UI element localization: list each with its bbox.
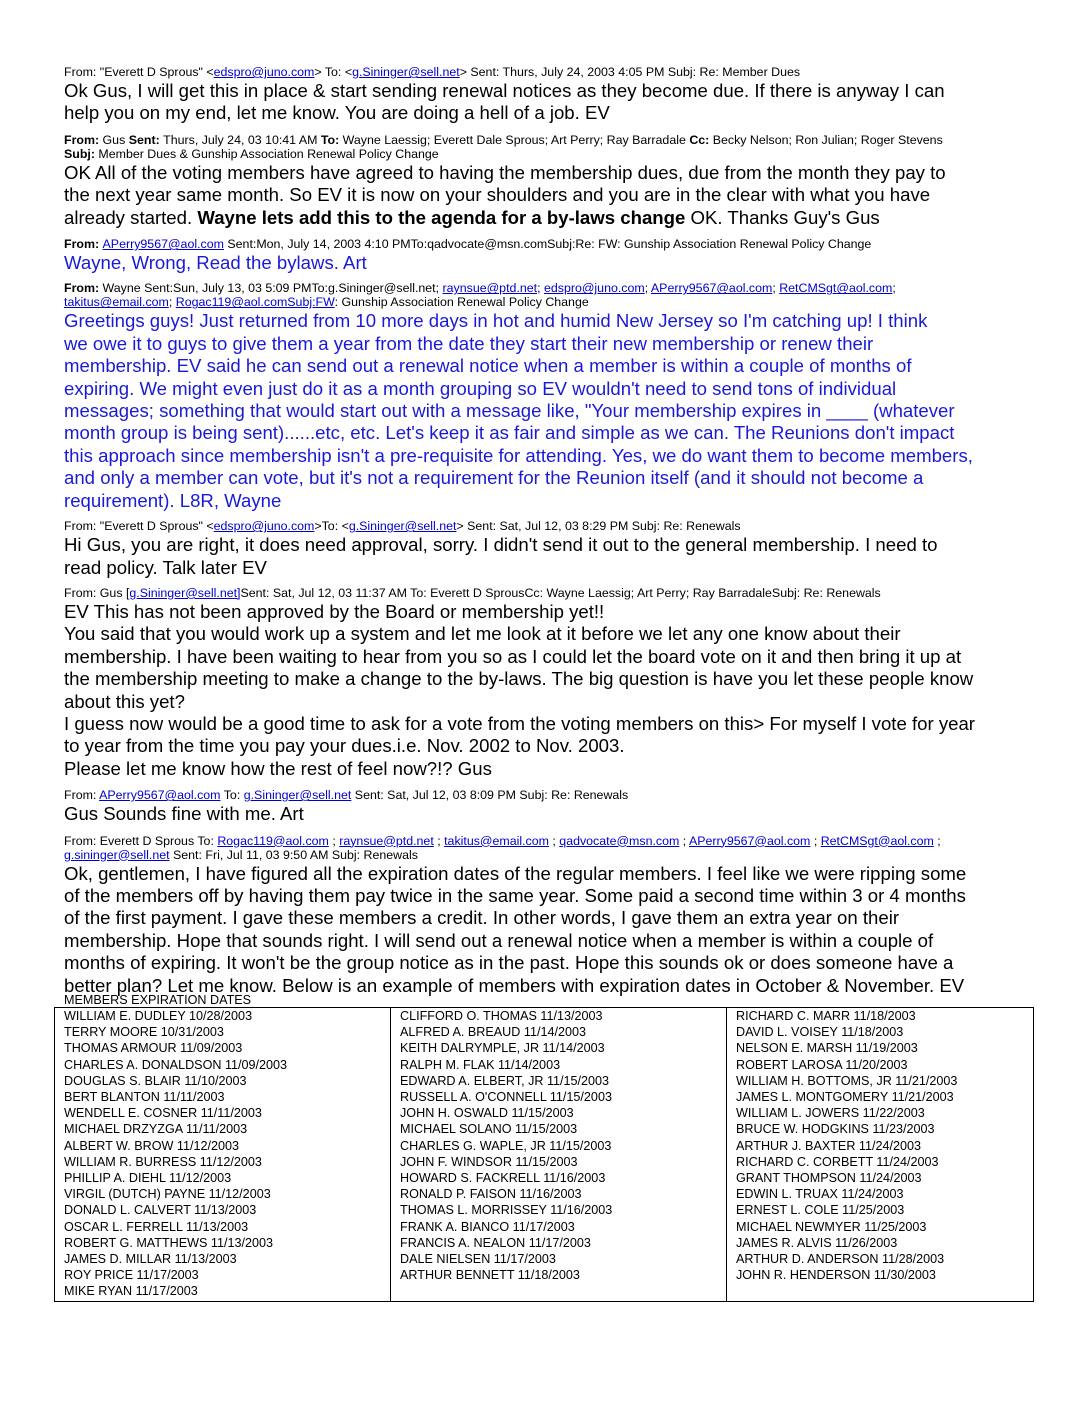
recipient-email-link[interactable]: raynsue@ptd.net: [442, 281, 538, 296]
header-meta: Sent:Mon, July 14, 2003 4:10 PMTo:qadvocate@msn.comSubj:Re: FW: Gunship Association Renewal Policy Change: [223, 237, 872, 252]
body-line: messages; something that would start out with a message like, "Your membership expires in ____ (whatever: [64, 400, 955, 422]
body-line: Wayne, Wrong, Read the bylaws. Art: [64, 252, 367, 274]
member-entry: ROBERT G. MATTHEWS 11/13/2003: [64, 1235, 274, 1250]
body-line: help you on my end, let me know. You are doing a hell of a job. EV: [64, 102, 610, 124]
subject-value: : Gunship Association Renewal Policy Change: [334, 295, 589, 310]
separator: ;: [548, 833, 560, 848]
member-entry: CHARLES G. WAPLE, JR 11/15/2003: [400, 1138, 612, 1153]
sent-value: Thurs, July 24, 03 10:41 AM: [163, 132, 321, 147]
member-entry: FRANCIS A. NEALON 11/17/2003: [400, 1235, 591, 1250]
from-label: From:: [64, 132, 103, 147]
from-label: From:: [64, 585, 100, 600]
member-entry: FRANK A. BIANCO 11/17/2003: [400, 1219, 575, 1234]
member-entry: CLIFFORD O. THOMAS 11/13/2003: [400, 1009, 603, 1023]
member-entry: ALBERT W. BROW 11/12/2003: [64, 1138, 239, 1153]
sent-label: Sent:: [128, 132, 164, 147]
member-entry: THOMAS L. MORRISSEY 11/16/2003: [400, 1203, 613, 1218]
from-label: From:: [64, 519, 100, 534]
from-email-link[interactable]: edspro@juno.com: [213, 65, 315, 79]
body-line: membership. EV said he can send out a renewal notice when a member is within a couple of months of: [64, 355, 912, 377]
message-2: [64, 133, 1036, 229]
recipient-email-link[interactable]: Rogac119@aol.comSubj:FW: [175, 295, 335, 310]
message-8-header: [64, 834, 1036, 862]
member-entry: NELSON E. MARSH 11/19/2003: [736, 1041, 918, 1056]
to-value: Wayne Laessig; Everett Dale Sprous; Art Perry; Ray Barradale: [342, 132, 690, 147]
from-email-link[interactable]: APerry9567@aol.com: [102, 237, 224, 252]
body-line: we owe it to guys to give them a year from the date they start their new membership or renew their: [64, 332, 874, 354]
subject-value: Member Dues & Gunship Association Renewal Policy Change: [98, 146, 439, 161]
from-name: "Everett D Sprous" <: [99, 65, 214, 79]
header-text: >: [314, 65, 322, 79]
members-expiration-table: [54, 1007, 1034, 1302]
cc-value: Becky Nelson; Ron Julian; Roger Stevens: [712, 132, 943, 147]
message-4: [64, 281, 1036, 512]
separator: ;: [679, 833, 689, 848]
message-3: [64, 237, 1036, 274]
member-entry: WILLIAM L. JOWERS 11/22/2003: [736, 1106, 925, 1121]
member-entry: DALE NIELSEN 11/17/2003: [400, 1252, 556, 1267]
table-column-2: [391, 1008, 727, 1302]
from-name: Gus: [102, 132, 129, 147]
from-email-link[interactable]: edspro@juno.com: [213, 519, 315, 534]
recipient-email-link[interactable]: qadvocate@msn.com: [559, 833, 680, 848]
body-line: [64, 207, 1036, 229]
member-entry: MIKE RYAN 11/17/2003: [64, 1284, 198, 1299]
recipient-email-link[interactable]: takitus@email.com: [64, 295, 169, 310]
member-entry: JOHN R. HENDERSON 11/30/2003: [736, 1268, 936, 1283]
table-column-1: [55, 1008, 391, 1302]
from-label: From:: [64, 281, 103, 296]
member-entry: GRANT THOMPSON 11/24/2003: [736, 1171, 922, 1186]
member-entry: ARTHUR J. BAXTER 11/24/2003: [736, 1138, 922, 1153]
member-entry: BRUCE W. HODGKINS 11/23/2003: [736, 1122, 935, 1137]
body-line: of the first payment. I gave these members a credit. In other words, I gave them an extra year on their: [64, 907, 900, 929]
member-entry: ALFRED A. BREAUD 11/14/2003: [400, 1025, 586, 1040]
member-entry: ERNEST L. COLE 11/25/2003: [736, 1203, 905, 1218]
message-5-body: [64, 534, 1036, 579]
recipient-email-link[interactable]: takitus@email.com: [444, 833, 549, 848]
table-row: [55, 1008, 1034, 1302]
separator: ;: [892, 281, 896, 296]
body-line: to year from the time you pay your dues.i.e. Nov. 2002 to Nov. 2003.: [64, 735, 625, 757]
body-text: OK. Thanks Guy's Gus: [685, 206, 880, 228]
member-entry: DOUGLAS S. BLAIR 11/10/2003: [64, 1073, 247, 1088]
from-label: From:: [64, 65, 100, 79]
recipient-email-link[interactable]: RetCMSgt@aol.com: [820, 833, 934, 848]
member-entry: ARTHUR D. ANDERSON 11/28/2003: [736, 1252, 945, 1267]
member-entry: RICHARD C. CORBETT 11/24/2003: [736, 1154, 939, 1169]
body-line: requirement). L8R, Wayne: [64, 489, 282, 511]
separator: ;: [433, 833, 445, 848]
separator: ;: [772, 281, 780, 296]
message-7-header: [64, 788, 1036, 802]
body-line: month group is being sent)......etc, etc. Let's keep it as fair and simple as we can. The Reunions don't impact: [64, 422, 955, 444]
body-line: EV This has not been approved by the Board or membership yet!!: [64, 600, 605, 622]
body-line: the next year same month. So EV it is now on your shoulders and you are in the clear with what you have: [64, 184, 931, 206]
body-line: Ok Gus, I will get this in place & start sending renewal notices as they become due. If there is anyway I can: [64, 80, 945, 101]
recipient-email-link[interactable]: raynsue@ptd.net: [339, 833, 434, 848]
member-entry: ARTHUR BENNETT 11/18/2003: [400, 1268, 580, 1283]
recipient-email-link[interactable]: RetCMSgt@aol.com: [779, 281, 893, 296]
member-entry: ROY PRICE 11/17/2003: [64, 1268, 199, 1283]
body-line: Gus Sounds fine with me. Art: [64, 803, 304, 825]
header-meta: Sent: Fri, Jul 11, 03 9:50 AM Subj: Renewals: [169, 847, 418, 862]
message-6-header: [64, 586, 1036, 600]
member-entry: JAMES D. MILLAR 11/13/2003: [64, 1252, 237, 1267]
to-label: To:: [220, 788, 244, 803]
recipient-email-link[interactable]: Rogac119@aol.com: [217, 833, 329, 848]
member-entry: MICHAEL DRZYZGA 11/11/2003: [64, 1122, 248, 1137]
to-email-link[interactable]: g.Sininger@sell.net: [352, 65, 460, 79]
body-line: better plan? Let me know. Below is an example of members with expiration dates in October & November. EV: [64, 974, 965, 996]
member-entry: WILLIAM R. BURRESS 11/12/2003: [64, 1154, 262, 1169]
member-entry: TERRY MOORE 10/31/2003: [64, 1025, 224, 1040]
member-entry: WILLIAM E. DUDLEY 10/28/2003: [64, 1009, 253, 1023]
message-3-body: [64, 252, 1036, 274]
member-entry: OSCAR L. FERRELL 11/13/2003: [64, 1219, 249, 1234]
member-entry: VIRGIL (DUTCH) PAYNE 11/12/2003: [64, 1187, 271, 1202]
body-line: this approach since membership isn't a pre-requisite for attending. Yes, we do want them to become members,: [64, 444, 973, 466]
message-7: [64, 788, 1036, 825]
body-line: I guess now would be a good time to ask for a vote from the voting members on this> For myself I vote for year: [64, 712, 976, 734]
header-meta: Sent: Sat, Jul 12, 03 11:37 AM To: Everett D SprousCc: Wayne Laessig; Art Perry; Ray BarradaleSubj: Re: Renewals: [240, 585, 881, 600]
from-label: From:: [64, 237, 103, 252]
body-line: the membership meeting to make a change to the by-laws. The big question is have you let these people know: [64, 668, 974, 690]
body-text: already started.: [64, 206, 198, 228]
header-meta: Wayne Sent:Sun, July 13, 03 5:09 PMTo:g.Sininger@sell.net;: [102, 281, 443, 296]
to-email-link[interactable]: g.Sininger@sell.net: [348, 519, 457, 534]
message-8: [64, 834, 1036, 997]
separator: ;: [328, 833, 340, 848]
member-entry: RUSSELL A. O'CONNELL 11/15/2003: [400, 1090, 612, 1105]
separator: ;: [537, 281, 544, 296]
member-entry: EDWARD A. ELBERT, JR 11/15/2003: [400, 1073, 610, 1088]
separator: ;: [810, 833, 821, 848]
to-label: >To: <: [314, 519, 349, 534]
email-thread: [64, 64, 1036, 1302]
member-entry: CHARLES A. DONALDSON 11/09/2003: [64, 1057, 288, 1072]
body-line: Ok, gentlemen, I have figured all the expiration dates of the regular members. I feel like we were ripping some: [64, 862, 967, 884]
member-entry: JOHN H. OSWALD 11/15/2003: [400, 1106, 574, 1121]
member-entry: RICHARD C. MARR 11/18/2003: [736, 1009, 916, 1023]
message-2-subject: [64, 147, 1036, 161]
to-email-link[interactable]: g.Sininger@sell.net: [243, 788, 352, 803]
body-line: You said that you would work up a system and let me look at it before we let any one know about their: [64, 623, 901, 645]
table-title: MEMBERS EXPIRATION DATES: [64, 993, 252, 1007]
from-name: Everett D Sprous To:: [99, 833, 218, 848]
header-meta: > Sent: Sat, Jul 12, 03 8:29 PM Subj: Re: Renewals: [456, 519, 741, 534]
message-5-header: [64, 519, 1036, 533]
body-bold-text: Wayne lets add this to the agenda for a by-laws change: [197, 206, 686, 228]
message-1-body: [64, 80, 1036, 125]
member-entry: RALPH M. FLAK 11/14/2003: [400, 1057, 561, 1072]
message-2-header: [64, 133, 1036, 147]
body-line: OK All of the voting members have agreed to having the membership dues, due from the month they pay to: [64, 161, 946, 183]
separator: ;: [933, 833, 941, 848]
to-label: To: <: [321, 65, 353, 79]
header-text: >: [459, 65, 467, 79]
member-entry: HOWARD S. FACKRELL 11/16/2003: [400, 1171, 606, 1186]
recipient-email-link[interactable]: APerry9567@aol.com: [688, 833, 811, 848]
member-entry: RONALD P. FAISON 11/16/2003: [400, 1187, 582, 1202]
message-6: [64, 586, 1036, 780]
body-line: Greetings guys! Just returned from 10 more days in hot and humid New Jersey so I'm catching up! I think: [64, 310, 928, 332]
body-line: expiring. We might even just do it as a month grouping so EV wouldn't need to send tons of individual: [64, 377, 897, 399]
member-entry: ROBERT LAROSA 11/20/2003: [736, 1057, 908, 1072]
message-1: [64, 65, 1036, 125]
message-4-body: [64, 310, 1036, 512]
member-entry: THOMAS ARMOUR 11/09/2003: [64, 1041, 243, 1056]
message-3-header: [64, 237, 1036, 251]
body-line: read policy. Talk later EV: [64, 556, 267, 578]
separator: ;: [168, 295, 176, 310]
header-meta: Sent: Thurs, July 24, 2003 4:05 PM Subj: Re: Member Dues: [466, 65, 801, 79]
body-line: of the members off by having them pay twice in the same year. Some paid a second time within 3 or 4 months: [64, 884, 966, 906]
body-line: about this yet?: [64, 690, 185, 712]
table-column-3: [727, 1008, 1034, 1302]
from-name: Gus [: [99, 585, 130, 600]
member-entry: PHILLIP A. DIEHL 11/12/2003: [64, 1171, 232, 1186]
body-line: Please let me know how the rest of feel now?!? Gus: [64, 757, 492, 779]
recipient-email-link[interactable]: g.sininger@sell.net: [64, 847, 170, 862]
message-8-body: [64, 863, 1036, 997]
from-name: "Everett D Sprous" <: [99, 519, 214, 534]
member-entry: JOHN F. WINDSOR 11/15/2003: [400, 1154, 578, 1169]
separator: ;: [644, 281, 651, 296]
recipient-email-link[interactable]: edspro@juno.com: [543, 281, 645, 296]
from-email-link[interactable]: APerry9567@aol.com: [99, 788, 221, 803]
body-line: membership. I have been waiting to hear from you so as I could let the board vote on it and then bring it up at: [64, 645, 962, 667]
body-line: months of expiring. It won't be the group notice as in the past. Hope this sounds ok or does someone have a: [64, 952, 954, 974]
body-line: Hi Gus, you are right, it does need approval, sorry. I didn't send it out to the general membership. I need to: [64, 534, 938, 556]
message-4-header: [64, 281, 1036, 309]
from-label: From:: [64, 788, 100, 803]
from-label: From:: [64, 833, 100, 848]
message-1-header: [64, 65, 1036, 79]
member-entry: MICHAEL NEWMYER 11/25/2003: [736, 1219, 927, 1234]
member-entry: JAMES R. ALVIS 11/26/2003: [736, 1235, 898, 1250]
to-label: To:: [320, 132, 343, 147]
subject-label: Subj:: [64, 146, 99, 161]
member-entry: JAMES L. MONTGOMERY 11/21/2003: [736, 1090, 954, 1105]
body-line: membership. Hope that sounds right. I will send out a renewal notice when a member is within a couple of: [64, 929, 934, 951]
member-entry: WENDELL E. COSNER 11/11/2003: [64, 1106, 262, 1121]
from-email-link[interactable]: g.Sininger@sell.net]: [129, 585, 241, 600]
message-5: [64, 519, 1036, 579]
member-entry: DAVID L. VOISEY 11/18/2003: [736, 1025, 904, 1040]
message-2-body: [64, 162, 1036, 229]
member-entry: WILLIAM H. BOTTOMS, JR 11/21/2003: [736, 1073, 958, 1088]
cc-label: Cc:: [689, 132, 713, 147]
header-meta: Sent: Sat, Jul 12, 03 8:09 PM Subj: Re: Renewals: [351, 788, 629, 803]
body-line: and only a member can vote, but it's not a requirement for the Reunion itself (and it should not become a: [64, 467, 924, 489]
member-entry: BERT BLANTON 11/11/2003: [64, 1090, 225, 1105]
member-entry: EDWIN L. TRUAX 11/24/2003: [736, 1187, 904, 1202]
recipient-email-link[interactable]: APerry9567@aol.com: [650, 281, 773, 296]
member-entry: KEITH DALRYMPLE, JR 11/14/2003: [400, 1041, 605, 1056]
member-entry: MICHAEL SOLANO 11/15/2003: [400, 1122, 578, 1137]
message-7-body: [64, 803, 1036, 825]
member-entry: DONALD L. CALVERT 11/13/2003: [64, 1203, 257, 1218]
message-6-body: [64, 601, 1036, 780]
